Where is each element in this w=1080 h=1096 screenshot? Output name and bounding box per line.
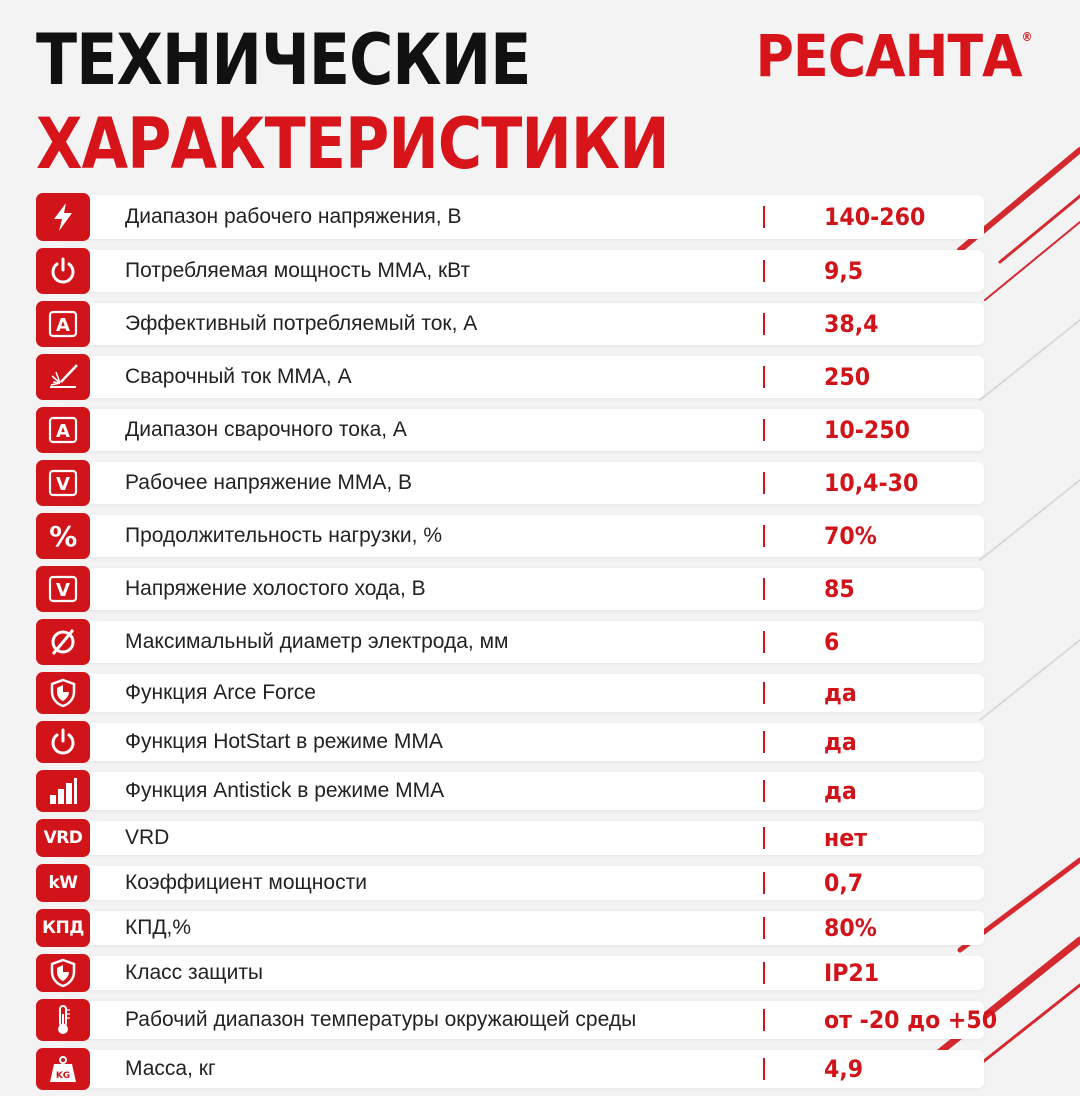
spec-label: VRD (125, 826, 170, 849)
svg-text:KG: KG (55, 1071, 71, 1081)
spec-label: Рабочее напряжение ММА, В (125, 471, 413, 494)
spec-value: да (824, 728, 857, 756)
separator (763, 682, 765, 704)
spec-row (36, 353, 984, 401)
spec-row (36, 998, 998, 1042)
spec-label: Продолжительность нагрузки, % (125, 524, 442, 547)
spec-row (36, 671, 984, 715)
brand-name: РЕСАНТА (756, 22, 1023, 90)
separator (763, 366, 765, 388)
separator (763, 917, 765, 939)
spec-label: Эффективный потребляемый ток, А (125, 312, 478, 335)
spec-value: 250 (824, 363, 871, 391)
spec-row (36, 953, 984, 993)
spec-row (36, 618, 984, 666)
spec-value: 38,4 (824, 310, 879, 338)
spec-label: Рабочий диапазон температуры окружающей среды (125, 1008, 637, 1031)
spec-value: 10-250 (824, 416, 910, 444)
weight-icon (36, 1048, 90, 1090)
spec-value: 70% (824, 522, 877, 550)
spec-value: 6 (824, 628, 840, 656)
separator (763, 578, 765, 600)
svg-text:A: A (56, 421, 70, 442)
spec-label: Масса, кг (125, 1057, 216, 1080)
separator (763, 962, 765, 984)
spec-row (36, 406, 984, 454)
spec-value: 140-260 (824, 203, 926, 231)
spec-label: Диапазон сварочного тока, А (125, 418, 407, 441)
spec-value: от -20 до +50 (824, 1006, 998, 1034)
spec-label: КПД,% (125, 916, 192, 939)
separator (763, 872, 765, 894)
spec-row (36, 300, 984, 348)
svg-text:V: V (56, 474, 70, 495)
ampere-icon (36, 407, 90, 453)
specs-table (36, 192, 998, 1096)
svg-text:A: A (56, 315, 70, 336)
title-line-1: ТЕХНИЧЕСКИЕ (36, 19, 531, 101)
separator (763, 260, 765, 282)
spec-label: Сварочный ток ММА, А (125, 365, 352, 388)
spec-label: Класс защиты (125, 961, 264, 984)
separator (763, 1009, 765, 1031)
spec-row (36, 863, 984, 903)
vrd-icon: VRD (36, 819, 90, 857)
spec-row (36, 908, 984, 948)
spec-value: IP21 (824, 959, 880, 987)
spec-label: Потребляемая мощность ММА, кВт (125, 259, 471, 282)
separator (763, 731, 765, 753)
spec-row (36, 720, 984, 764)
volt-icon (36, 566, 90, 612)
spec-value: 4,9 (824, 1055, 864, 1083)
signal-bars-icon (36, 770, 90, 812)
separator (763, 525, 765, 547)
efficiency-icon: КПД (36, 909, 90, 947)
power-icon (36, 721, 90, 763)
spec-value: 10,4-30 (824, 469, 919, 497)
spec-value: 85 (824, 575, 855, 603)
spec-label: Максимальный диаметр электрода, мм (125, 630, 509, 653)
shield-icon (36, 672, 90, 714)
spec-label: Функция HotStart в режиме ММА (125, 730, 443, 753)
spec-row (36, 1047, 984, 1091)
separator (763, 419, 765, 441)
spec-row (36, 818, 984, 858)
spec-value: 80% (824, 914, 877, 942)
title-line-2: ХАРАКТЕРИСТИКИ (36, 103, 669, 185)
separator (763, 472, 765, 494)
shield-icon (36, 954, 90, 992)
welding-spark-icon (36, 354, 90, 400)
spec-label: Коэффициент мощности (125, 871, 367, 894)
separator (763, 1058, 765, 1080)
spec-label: Диапазон рабочего напряжения, В (125, 205, 462, 228)
kw-icon: kW (36, 864, 90, 902)
brand-logo (756, 22, 1032, 90)
svg-text:V: V (56, 580, 70, 601)
page-title (36, 18, 772, 186)
registered-mark: ® (1022, 30, 1032, 44)
ampere-icon (36, 301, 90, 347)
spec-row (36, 459, 984, 507)
separator (763, 313, 765, 335)
separator (763, 780, 765, 802)
spec-value: да (824, 679, 857, 707)
separator (763, 827, 765, 849)
spec-row (36, 512, 984, 560)
lightning-icon (36, 193, 90, 241)
spec-row (36, 192, 984, 242)
thermometer-icon (36, 999, 90, 1041)
volt-icon (36, 460, 90, 506)
spec-value: да (824, 777, 857, 805)
separator (763, 631, 765, 653)
power-icon (36, 248, 90, 294)
spec-row (36, 769, 984, 813)
spec-value: 0,7 (824, 869, 864, 897)
spec-label: Напряжение холостого хода, В (125, 577, 426, 600)
spec-row (36, 247, 984, 295)
spec-value: нет (824, 824, 868, 852)
spec-label: Функция Arce Force (125, 681, 316, 704)
spec-row (36, 565, 984, 613)
separator (763, 206, 765, 228)
percent-icon: % (36, 513, 90, 559)
spec-label: Функция Antistick в режиме ММА (125, 779, 445, 802)
spec-value: 9,5 (824, 257, 864, 285)
diameter-icon (36, 619, 90, 665)
